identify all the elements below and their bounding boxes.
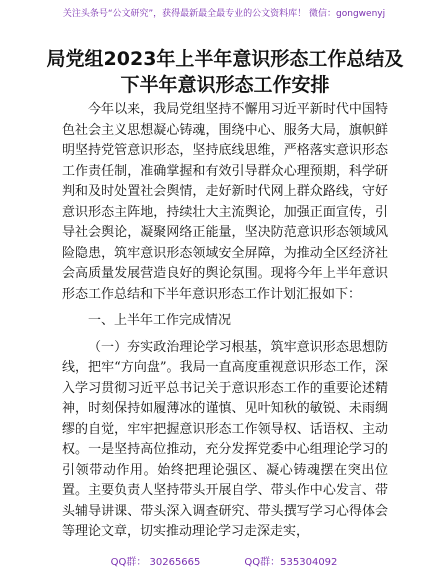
- footer-qq-group-1: QQ群： 30265665: [110, 557, 201, 568]
- footer-qq-group-2: QQ群：535304092: [244, 557, 338, 568]
- section-paragraph: （一）夯实政治理论学习根基，筑牢意识形态思想防线，把牢“方向盘”。我局一直高度重视意识形态工作，深入学习贯彻习近平总书记关于意识形态工作的重要论述精神，时刻保持如履薄冰的谨慎、见叶知秋的敏锐、未雨绸缪的自觉，牢牢把握意识形态工作领导权、话语权、主动权。一是坚持高位推动，充分发挥党委中心组理论学习的引领带动作用。始终把理论强区、凝心铸魂摆在突出位置。主要负责人坚持带头开展自学、带头作中心发言、带头辅导讲课、带头深入调查研究、带头撰写学习心得体会等理论文章，切实推动理论学习走深走实，: [62, 339, 388, 539]
- intro-paragraph: 今年以来，我局党组坚持不懈用习近平新时代中国特色社会主义思想凝心铸魂，围绕中心、服务大局，旗帜鲜明坚持党管意识形态，坚持底线思维，严格落实意识形态工作责任制，准确掌握和有效引导群众心理预期，科学研判和及时处置社会舆情，走好新时代网上群众路线，守好意识形态主阵地，持续壮大主流舆论，加强正面宣传，引导社会舆论，凝聚网络正能量，坚决防范意识形态领域风险隐患，筑牢意识形态领域安全屏障，为推动全区经济社会高质量发展营造良好的舆论氛围。现将今年上半年意识形态工作总结和下半年意识形态工作计划汇报如下：: [62, 102, 388, 302]
- header-banner: 关注头条号“公文研究”，获得最新最全最专业的公文资料库！ 微信：gongwenyj: [62, 9, 386, 19]
- document-title: 局党组2023年上半年意识形态工作总结及下半年意识形态工作安排: [46, 48, 404, 96]
- section-heading: 一、上半年工作完成情况: [88, 313, 232, 328]
- footer-contact: [0, 556, 448, 570]
- document-body: [62, 100, 388, 543]
